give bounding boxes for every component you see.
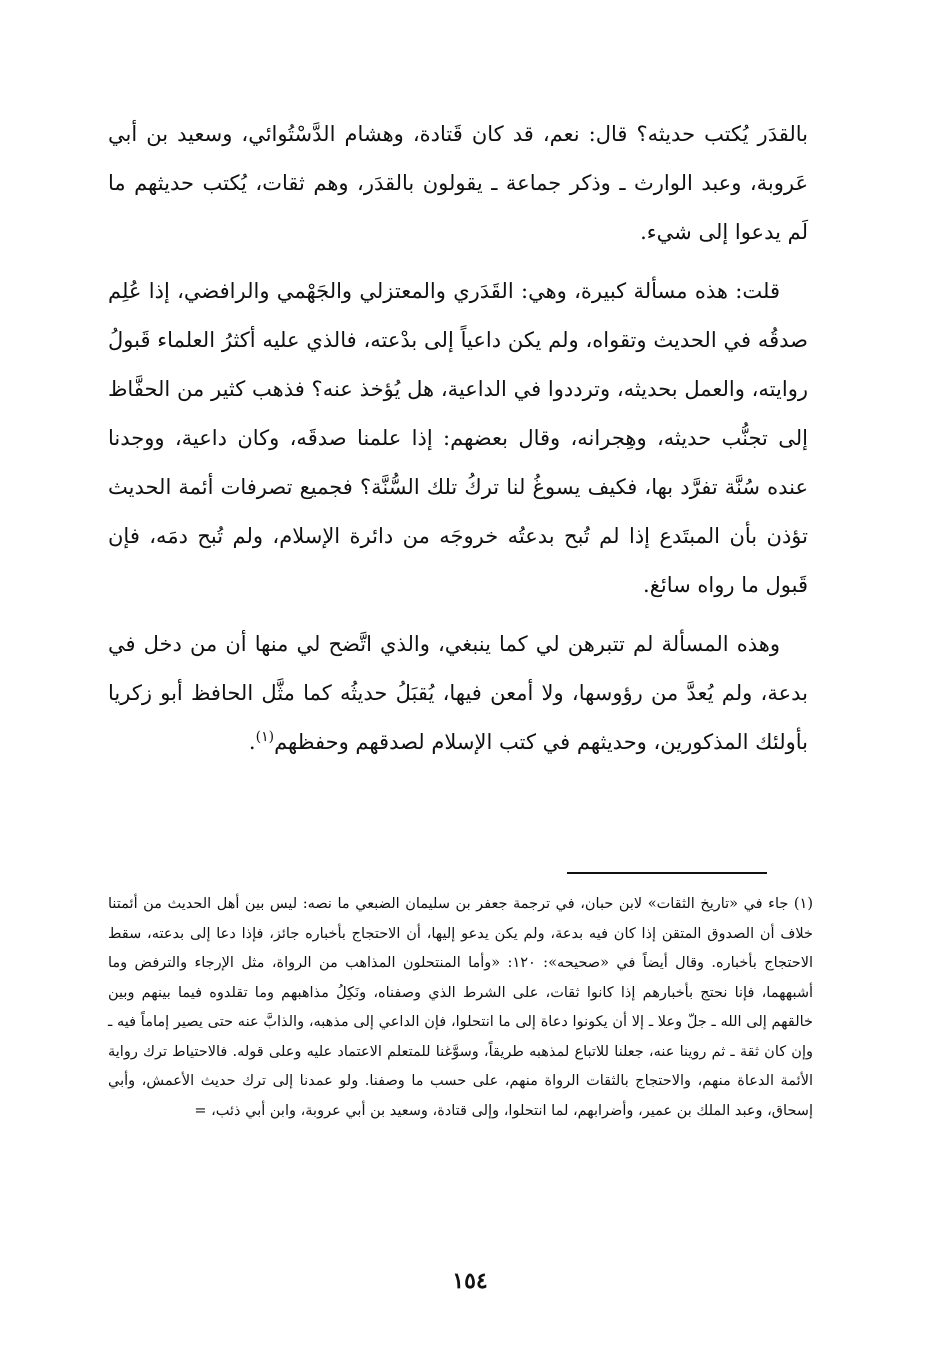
paragraph-3-end: . <box>248 730 256 754</box>
page-number: ١٥٤ <box>452 1268 488 1294</box>
paragraph-1: بالقدَر يُكتب حديثه؟ قال: نعم، قد كان قَتادة، وهشام الدَّسْتُوائي، وسعيد بن أبي عَروبة، وعبد الوارث ـ وذكر جماعة ـ يقولون بالقدَر، وهم ثقات، يُكتب حديثهم ما لَم يدعوا إلى شيء. <box>108 122 808 244</box>
main-text <box>108 110 808 777</box>
footnote-marker: (١) <box>255 729 275 745</box>
paragraph-2: قلت: هذه مسألة كبيرة، وهي: القَدَري والمعتزلي والجَهْمي والرافضي، إذا عُلِم صدقُه في الحديث وتقواه، ولم يكن داعياً إلى بدْعته، فالذي عليه أكثرُ العلماء قَبولُ روايته، والعمل بحديثه، وترددوا في الداعية، هل يُؤخذ عنه؟ فذهب كثير من الحفَّاظ إلى تجنُّب حديثه، وهِجرانه، وقال بعضهم: إذا علمنا صدقَه، وكان داعية، ووجدنا عنده سُنَّة تفرَّد بها، فكيف يسوغُ لنا تركُ تلك السُّنَّة؟ فجميع تصرفات أئمة الحديث تؤذن بأن المبتَدع إذا لم تُبح بدعتُه خروجَه من دائرة الإسلام، ولم تُبح دمَه، فإن قَبول ما رواه سائغ. <box>108 279 808 597</box>
footnote-1: (١) جاء في «تاريخ الثقات» لابن حبان، في ترجمة جعفر بن سليمان الضبعي ما نصه: ليس بين أهل الحديث من أئمتنا خلاف أن الصدوق المتقن إذا كان فيه بدعة، ولم يكن يدعو إليها، أن الاحتجاج بأخباره جائز، فإذا دعا إلى بدعته، سقط الاحتجاج بأخباره. وقال أيضاً في «صحيحه»: ١٢٠: «وأما المنتحلون المذاهب من الرواة، مثل الإرجاء والترفض وما أشبههما، فإنا نحتج بأخبارهم إذا كانوا ثقات، على الشرط الذي وصفناه، ونَكِلُ مذاهبهم وما تقلدوه فيما بينهم وبين خالقهم إلى الله ـ جلّ وعلا ـ إلا أن يكونوا دعاة إلى ما انتحلوا، فإن الداعي إلى مذهبه، والذابَّ عنه حتى يصير إماماً فيه ـ وإن كان ثقة ـ ثم روينا عنه، جعلنا للاتباع لمذهبه طريقاً، وسوَّغنا للمتعلم الاعتماد عليه وعلى قوله. فالاحتياط ترك رواية الأئمة الدعاة منهم، والاحتجاج بالثقات الرواة منهم، على حسب ما وصفنا. ولو عمدنا إلى ترك حديث الأعمش، وأبي إسحاق، وعبد الملك بن عمير، وأضرابهم، لما انتحلوا، وإلى قتادة، وسعيد بن أبي عروبة، وابن أبي ذئب، = <box>108 896 813 1119</box>
footnotes <box>108 890 813 1126</box>
footnote-separator <box>567 872 767 874</box>
paragraph-3 <box>108 620 808 767</box>
paragraph-3-text: وهذه المسألة لم تتبرهن لي كما ينبغي، والذي اتَّضح لي منها أن من دخل في بدعة، ولم يُعدَّ من رؤوسها، ولا أمعن فيها، يُقبَلُ حديثُه كما مثَّل الحافظ أبو زكريا بأولئك المذكورين، وحديثهم في كتب الإسلام لصدقهم وحفظهم <box>108 632 808 754</box>
